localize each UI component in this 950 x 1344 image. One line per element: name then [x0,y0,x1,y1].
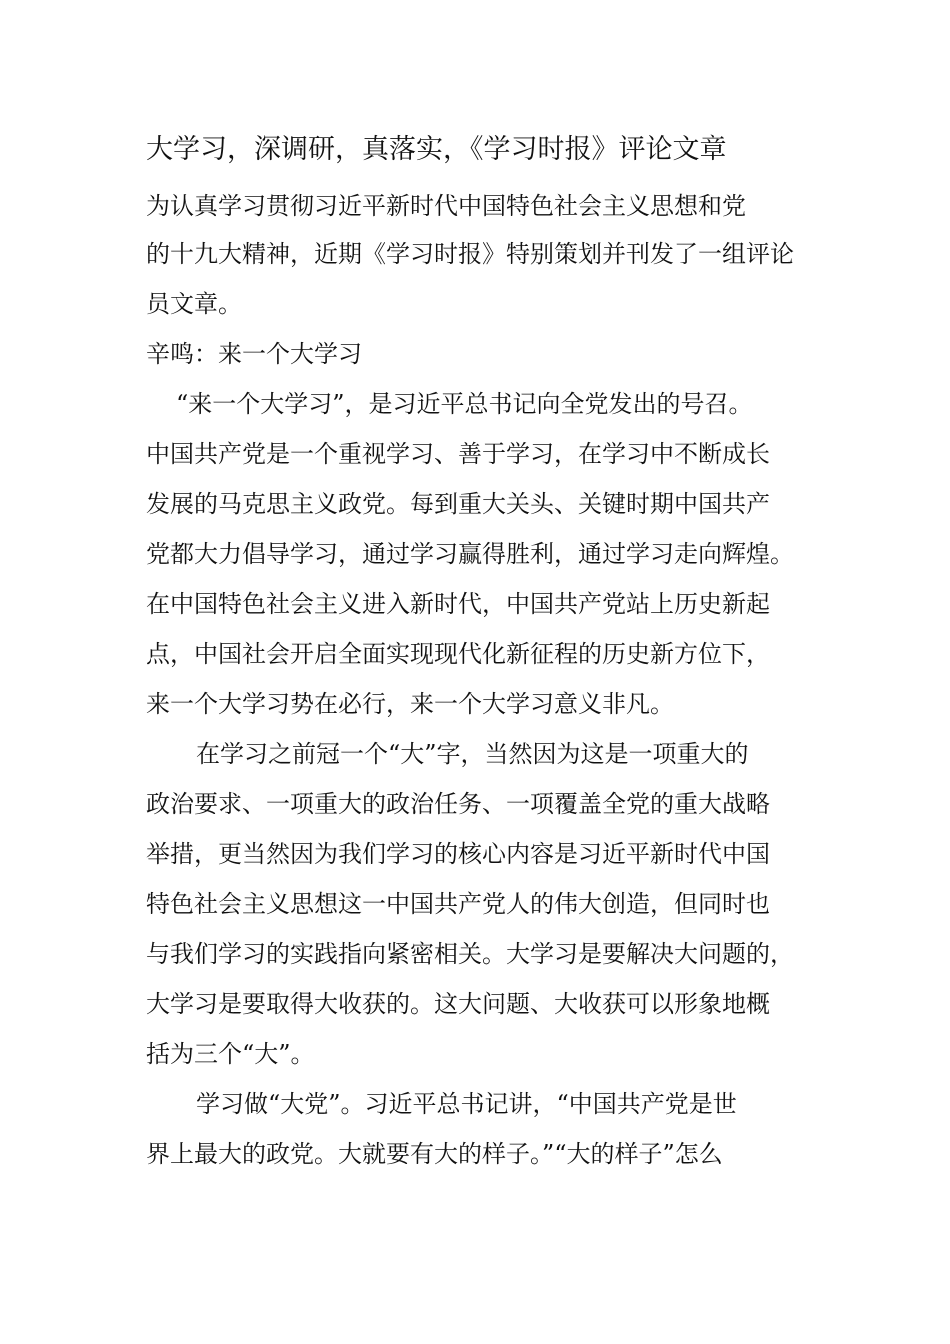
section-heading: 辛鸣：来一个大学习 [146,340,362,368]
paragraph-2-line-3: 举措，更当然因为我们学习的核心内容是习近平新时代中国 [146,840,770,868]
paragraph-1-line-3: 发展的马克思主义政党。每到重大关头、关键时期中国共产 [146,490,770,518]
paragraph-1-line-1: “来一个大学习”，是习近平总书记向全党发出的号召。 [176,390,753,418]
intro-line-3: 员文章。 [146,290,242,318]
paragraph-1-line-5: 在中国特色社会主义进入新时代，中国共产党站上历史新起 [146,590,770,618]
intro-line-1: 为认真学习贯彻习近平新时代中国特色社会主义思想和党 [146,192,746,220]
paragraph-2-line-7: 括为三个“大”。 [146,1040,315,1068]
paragraph-2-line-4: 特色社会主义思想这一中国共产党人的伟大创造，但同时也 [146,890,770,918]
paragraph-1-line-2: 中国共产党是一个重视学习、善于学习，在学习中不断成长 [146,440,770,468]
intro-line-2: 的十九大精神，近期《学习时报》特别策划并刊发了一组评论 [146,240,794,268]
paragraph-2-line-1: 在学习之前冠一个“大”字，当然因为这是一项重大的 [196,740,749,768]
paragraph-3-line-1: 学习做“大党”。习近平总书记讲，“中国共产党是世 [196,1090,737,1118]
paragraph-1-line-4: 党都大力倡导学习，通过学习赢得胜利，通过学习走向辉煌。 [146,540,794,568]
paragraph-2-line-2: 政治要求、一项重大的政治任务、一项覆盖全党的重大战略 [146,790,770,818]
paragraph-2-line-5: 与我们学习的实践指向紧密相关。大学习是要解决大问题的， [146,940,794,968]
paragraph-2-line-6: 大学习是要取得大收获的。这大问题、大收获可以形象地概 [146,990,770,1018]
paragraph-1-line-6: 点，中国社会开启全面实现现代化新征程的历史新方位下， [146,640,770,668]
paragraph-1-line-7: 来一个大学习势在必行，来一个大学习意义非凡。 [146,690,674,718]
paragraph-3-line-2: 界上最大的政党。大就要有大的样子。”“大的样子”怎么 [146,1140,723,1168]
document-title: 大学习，深调研，真落实，《学习时报》评论文章 [146,134,727,165]
